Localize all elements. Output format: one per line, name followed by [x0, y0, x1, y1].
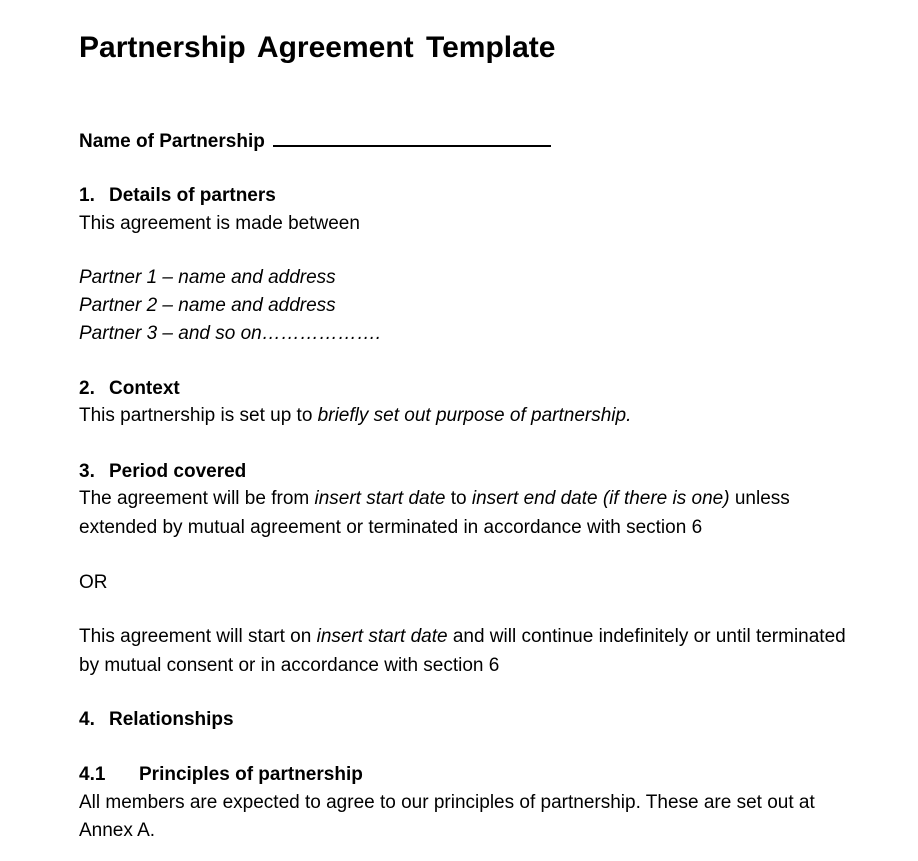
placeholder-start-date: insert start date [314, 488, 446, 509]
section-2-text [79, 403, 631, 429]
section-3-number: 3. [79, 461, 95, 482]
placeholder-start-date: insert start date [316, 626, 448, 647]
section-3-paragraph-2-line-2: by mutual consent or in accordance with section 6 [79, 655, 500, 676]
section-1-number: 1. [79, 185, 95, 206]
section-2-text-italic: briefly set out purpose of partnership. [317, 405, 632, 426]
partnership-name-blank[interactable] [273, 127, 551, 147]
text-span: unless [729, 488, 790, 509]
section-4-heading [79, 707, 234, 733]
section-3-paragraph-1-line-2: extended by mutual agreement or terminated in accordance with section 6 [79, 517, 703, 538]
section-3-paragraph-1-line-1 [79, 486, 790, 512]
section-3-heading [79, 459, 246, 485]
section-4-1-heading [79, 762, 363, 788]
section-2-number: 2. [79, 378, 95, 399]
partner-1-line: Partner 1 – name and address [79, 267, 336, 288]
section-2-text-plain: This partnership is set up to [79, 405, 318, 426]
section-3-paragraph-2-line-1 [79, 624, 846, 650]
section-4-1-line-2: Annex A. [79, 820, 156, 841]
partner-2-line: Partner 2 – name and address [79, 295, 336, 316]
section-3-title: Period covered [109, 461, 247, 482]
text-span: to [445, 488, 472, 509]
section-4-number: 4. [79, 709, 95, 730]
partnership-name-row [79, 127, 551, 155]
section-2-heading [79, 376, 180, 402]
placeholder-end-date: insert end date (if there is one) [471, 488, 730, 509]
text-span: The agreement will be from [79, 488, 315, 509]
text-span: and will continue indefinitely or until terminated [447, 626, 846, 647]
document-title: Partnership Agreement Template [79, 31, 556, 64]
section-4-1-line-1: All members are expected to agree to our principles of partnership. These are set out at [79, 792, 815, 813]
section-2-title: Context [109, 378, 180, 399]
section-4-title: Relationships [109, 709, 234, 730]
section-3-or: OR [79, 572, 108, 593]
section-1-title: Details of partners [109, 185, 276, 206]
section-4-1-title: Principles of partnership [139, 764, 363, 785]
section-1-intro: This agreement is made between [79, 213, 360, 234]
section-1-heading [79, 183, 276, 209]
partner-3-line: Partner 3 – and so on………………. [79, 323, 382, 344]
text-span: This agreement will start on [79, 626, 317, 647]
partnership-name-label: Name of Partnership [79, 131, 265, 152]
section-4-1-number: 4.1 [79, 764, 106, 785]
